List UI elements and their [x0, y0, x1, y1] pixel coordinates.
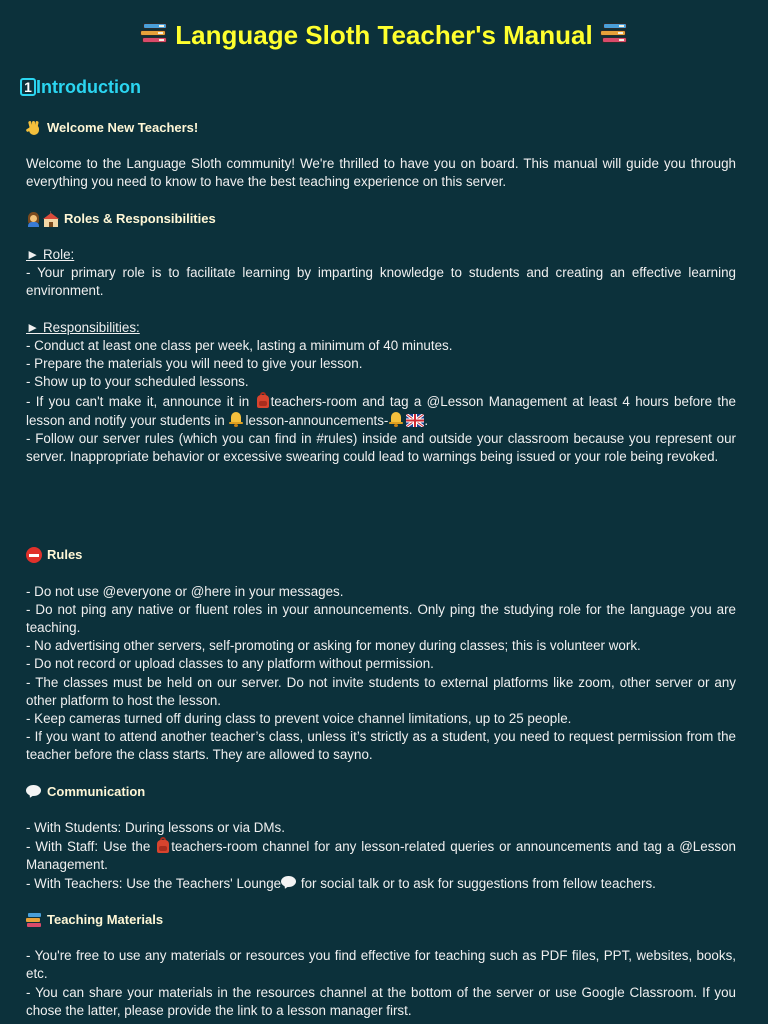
communication-text: teachers-room channel for any lesson-related queries or announcements and tag a @Lesson Management.	[26, 839, 736, 873]
communication-heading-text: Communication	[47, 783, 146, 799]
page-title	[0, 19, 768, 51]
books-icon	[139, 21, 169, 47]
no-entry-icon	[26, 547, 42, 563]
welcome-paragraph: Welcome to the Language Sloth community! We're thrilled to have you on board. This manual will guide you through everything you need to know to have the best teaching experience on this server.	[26, 156, 736, 190]
books-icon	[26, 912, 42, 927]
manual-content	[26, 119, 736, 1020]
communication-item: - With Students: During lessons or via DMs.	[26, 819, 285, 835]
communication-text: - With Teachers: Use the Teachers' Lounge	[26, 875, 282, 891]
section-heading-text: Introduction	[36, 77, 141, 97]
welcome-heading-text: Welcome New Teachers!	[47, 119, 199, 135]
roles-heading-text: Roles & Responsibilities	[64, 210, 216, 226]
responsibilities-label: ► Responsibilities:	[26, 319, 140, 335]
teacher-icon	[26, 211, 41, 227]
rules-heading-text: Rules	[47, 547, 83, 563]
rule-item: - The classes must be held on our server. Do not invite students to external platforms like zoom, other server or any other platform to host the lesson.	[26, 674, 736, 708]
books-icon	[599, 21, 629, 47]
responsibility-item: - Conduct at least one class per week, lasting a minimum of 40 minutes.	[26, 337, 453, 353]
rules-heading	[26, 546, 736, 564]
materials-heading	[26, 911, 736, 929]
uk-flag-icon	[406, 414, 424, 427]
materials-item: - You can share your materials in the resources channel at the bottom of the server or use Google Classroom. If you chose the latter, please provide the link to a lesson manager first.	[26, 984, 736, 1018]
responsibility-text: teachers-room and tag a @Lesson Management at least 4 hours before the lesson and notify your students in	[26, 393, 736, 428]
responsibility-item: - Prepare the materials you will need to give your lesson.	[26, 356, 363, 372]
waving-hand-icon	[26, 121, 42, 136]
bell-icon	[388, 411, 404, 427]
page-title-text: Language Sloth Teacher's Manual	[175, 20, 593, 50]
communication-heading	[26, 783, 736, 801]
responsibility-item	[26, 392, 736, 430]
section-heading	[20, 76, 141, 98]
school-icon	[43, 211, 60, 227]
communication-item	[26, 837, 736, 874]
rule-item: - Keep cameras turned off during class to prevent voice channel limitations, up to 25 people.	[26, 711, 572, 726]
rule-item: - Do not record or upload classes to any platform without permission.	[26, 656, 434, 672]
rule-item: - No advertising other servers, self-promoting or asking for money during classes; this is volunteer work.	[26, 638, 641, 654]
responsibility-item: - Follow our server rules (which you can find in #rules) inside and outside your classroom because you represent our server. Inappropriate behavior or excessive swearing could lead to warnings being issued or your role being revoked.	[26, 430, 736, 465]
backpack-icon	[156, 837, 170, 853]
roles-heading	[26, 210, 736, 228]
role-label: ► Role:	[26, 246, 75, 262]
communication-text: for social talk or to ask for suggestions from fellow teachers.	[297, 875, 656, 891]
materials-item: - You're free to use any materials or resources you find effective for teaching such as PDF files, PPT, websites, books, etc.	[26, 948, 736, 982]
rule-item: - If you want to attend another teacher’s class, unless it’s strictly as a student, you need to request permission from the teacher before the class starts. They are allowed to sayno.	[26, 729, 736, 763]
bell-icon	[228, 411, 244, 427]
rule-item: - Do not use @everyone or @here in your messages.	[26, 583, 344, 599]
speech-bubble-icon	[26, 784, 42, 799]
materials-heading-text: Teaching Materials	[47, 911, 164, 927]
welcome-heading	[26, 119, 736, 137]
communication-text: - With Staff: Use the	[26, 839, 156, 855]
backpack-icon	[256, 392, 270, 408]
communication-item	[26, 875, 736, 893]
rule-item: - Do not ping any native or fluent roles in your announcements. Only ping the studying role for the language you are teaching.	[26, 601, 736, 635]
responsibility-text: - If you can't make it, announce it in	[26, 393, 255, 409]
responsibility-item: - Show up to your scheduled lessons.	[26, 374, 249, 390]
speech-bubble-icon	[281, 875, 297, 890]
channel-name: lesson-announcements-	[245, 412, 389, 428]
role-text: - Your primary role is to facilitate learning by imparting knowledge to students and creating an effective learning environment.	[26, 265, 736, 299]
keycap-one-icon: 1	[20, 78, 36, 96]
punctuation: .	[424, 412, 429, 428]
